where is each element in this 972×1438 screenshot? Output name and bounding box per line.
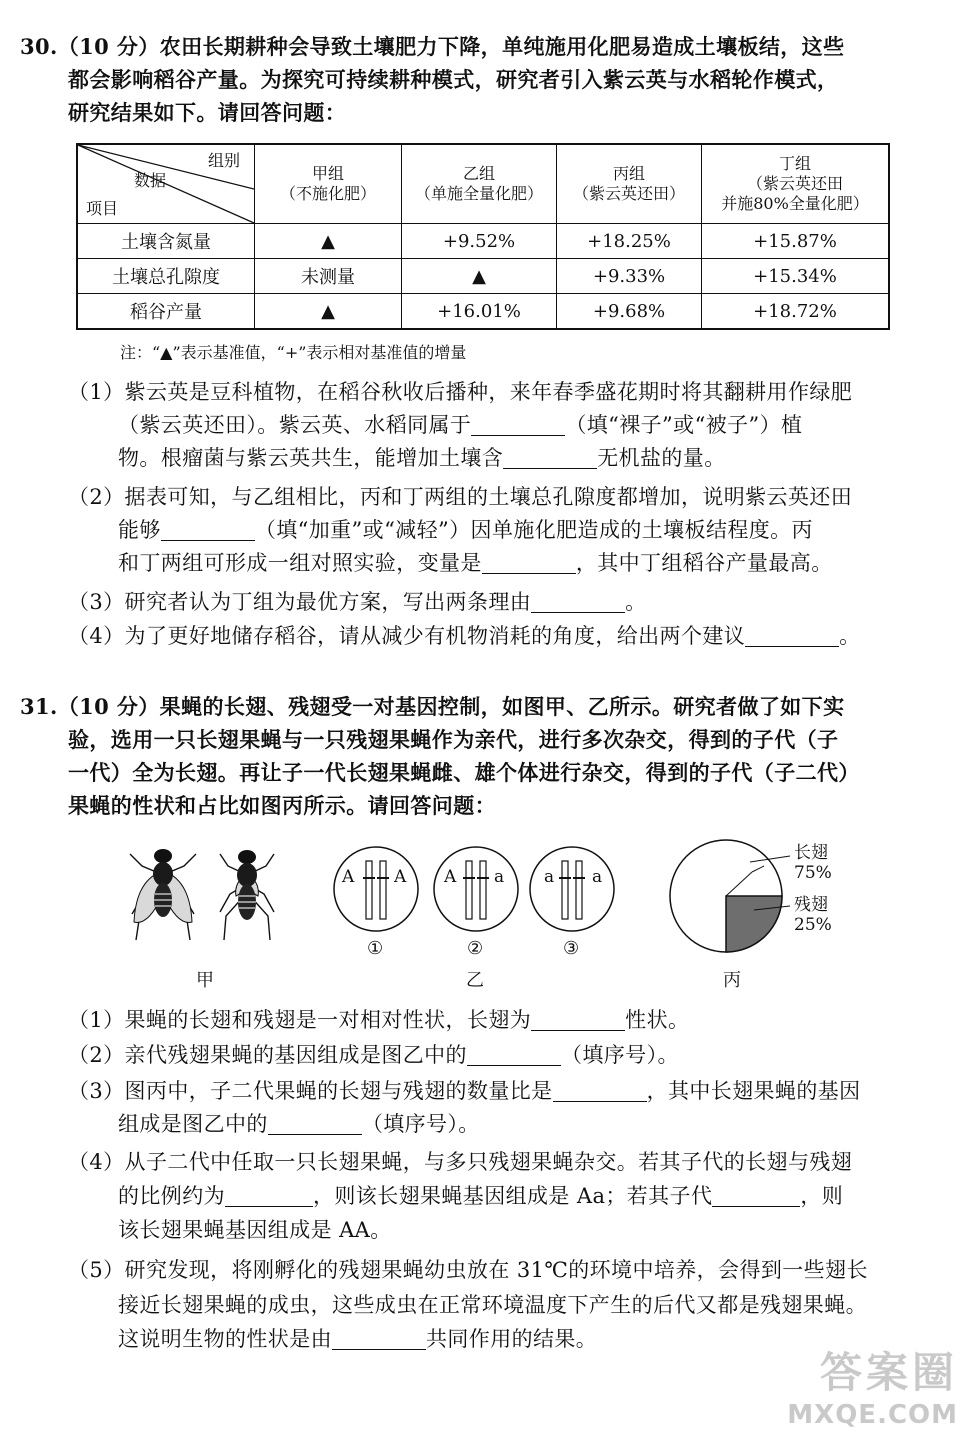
- text-segment: 。: [625, 590, 647, 614]
- answer-blank[interactable]: [225, 1184, 313, 1207]
- chromosome-pair-diagram: [332, 845, 420, 935]
- answer-blank[interactable]: [531, 1008, 625, 1031]
- text-segment: 无机盐的量。: [597, 446, 726, 470]
- q30-part2-line-3: [118, 547, 833, 579]
- text-segment: 性状。: [625, 1008, 690, 1032]
- answer-blank[interactable]: [467, 1043, 561, 1066]
- text-segment: 这说明生物的性状是由: [118, 1327, 332, 1351]
- corner-label-item: 项目: [86, 199, 119, 218]
- q30-part3: [68, 586, 647, 618]
- q30-intro-line-2: 都会影响稻谷产量。为探究可持续耕种模式，研究者引入紫云英与水稻轮作模式，: [68, 67, 839, 92]
- gene-label-right: a: [592, 867, 603, 887]
- q31-part1: [68, 1004, 689, 1036]
- table-row: [77, 294, 889, 330]
- pie-leader-lines: [750, 848, 794, 928]
- text-segment: ，则: [800, 1184, 844, 1208]
- q30-part2-line-2: [118, 514, 813, 546]
- text-segment: （填“裸子”或“被子”）植: [565, 413, 803, 437]
- table-cell: ▲: [255, 224, 402, 259]
- text-segment: 。: [839, 624, 861, 648]
- row-item: 稻谷产量: [77, 294, 255, 330]
- q31-intro-line-4: 果蝇的性状和占比如图丙所示。请回答问题：: [68, 793, 496, 818]
- q31-part4-line-2: [118, 1180, 843, 1212]
- table-cell: +16.01%: [402, 294, 557, 330]
- table-cell: 未测量: [255, 259, 402, 294]
- text-segment: （3）研究者认为丁组为最优方案，写出两条理由: [68, 590, 532, 614]
- text-segment: 物。根瘤菌与紫云英共生，能增加土壤含: [118, 446, 504, 470]
- table-note: 注：“▲”表示基准值，“+”表示相对基准值的增量: [120, 343, 467, 362]
- text-segment: （紫云英还田）。紫云英、水稻同属于: [118, 413, 472, 437]
- table-row: [77, 224, 889, 259]
- header-sub: （紫云英还田: [746, 174, 843, 193]
- answer-blank[interactable]: [471, 413, 565, 436]
- gene-label-left: A: [444, 867, 457, 887]
- q30-part1-line-3: [118, 442, 726, 474]
- q31-part5-line-2: 接近长翅果蝇的成虫，这些成虫在正常环境温度下产生的后代又都是残翅果蝇。: [118, 1293, 867, 1317]
- table-row: [77, 259, 889, 294]
- pie-label-short: [794, 895, 832, 935]
- text-segment: ，其中长翅果蝇的基因: [646, 1079, 861, 1103]
- q31-part5-line-1: （5）研究发现，将刚孵化的残翅果蝇幼虫放在 31℃的环境中培养，会得到一些翅长: [68, 1258, 868, 1282]
- q30-part4: [68, 620, 861, 652]
- cell-number: ②: [467, 938, 484, 959]
- header-name: 甲组: [311, 164, 344, 183]
- chromosome-pair-diagram: [528, 845, 616, 935]
- answer-blank[interactable]: [268, 1112, 362, 1135]
- figure-jia-label: 甲: [196, 970, 214, 991]
- cell-2: [432, 845, 520, 959]
- table-cell: +9.33%: [557, 259, 702, 294]
- header-group-yi: [402, 144, 557, 224]
- text-segment: 的比例约为: [118, 1184, 225, 1208]
- q31-intro-line-2: 验，选用一只长翅果蝇与一只残翅果蝇作为亲代，进行多次杂交，得到的子代（子: [68, 727, 839, 752]
- text-segment: 能够: [118, 518, 161, 542]
- text-segment: （1）果蝇的长翅和残翅是一对相对性状，长翅为: [68, 1008, 532, 1032]
- answer-blank[interactable]: [712, 1184, 800, 1207]
- q31-intro-line-3: 一代）全为长翅。再让子一代长翅果蝇雌、雄个体进行杂交，得到的子代（子二代）: [68, 760, 860, 785]
- site-watermark: [787, 1340, 958, 1430]
- text-segment: （填序号）。: [560, 1043, 679, 1067]
- cell-number: ①: [367, 938, 384, 959]
- answer-blank[interactable]: [531, 590, 625, 613]
- header-sub: （不施化肥）: [279, 184, 376, 203]
- cell-1: [332, 845, 420, 959]
- table-cell: +15.87%: [702, 224, 890, 259]
- row-item: 土壤总孔隙度: [77, 259, 255, 294]
- header-group-bing: [557, 144, 702, 224]
- table-header-row: [77, 144, 889, 224]
- gene-label-left: a: [544, 867, 555, 887]
- answer-blank[interactable]: [503, 446, 597, 469]
- q31-part3-line-2: [118, 1108, 480, 1140]
- vestigial-wing-fly-icon: [214, 846, 280, 942]
- q31-part3-line-1: [68, 1075, 861, 1107]
- header-name: 乙组: [462, 164, 495, 183]
- header-group-ding: [702, 144, 890, 224]
- table-cell: +9.68%: [557, 294, 702, 330]
- pie-label-short-pct: 25%: [794, 915, 832, 935]
- text-segment: （3）图丙中，子二代果蝇的长翅与残翅的数量比是: [68, 1079, 553, 1103]
- long-wing-fly-icon: [122, 844, 204, 944]
- cell-3: [528, 845, 616, 959]
- pie-label-long: [794, 843, 832, 883]
- cell-number: ③: [563, 938, 580, 959]
- header-sub-2: 并施80%全量化肥）: [721, 194, 869, 213]
- q31-part4-line-1: （4）从子二代中任取一只长翅果蝇，与多只残翅果蝇杂交。若其子代的长翅与残翅: [68, 1150, 853, 1174]
- figure-yi-label: 乙: [466, 970, 484, 991]
- watermark-bottom: MXQE.COM: [787, 1400, 958, 1430]
- q30-part2-line-1: （2）据表可知，与乙组相比，丙和丁两组的土壤总孔隙度都增加，说明紫云英还田: [68, 485, 853, 509]
- pie-label-long-name: 长翅: [794, 843, 828, 863]
- table-cell: +9.52%: [402, 224, 557, 259]
- gene-label-left: A: [342, 867, 355, 887]
- table-cell: +15.34%: [702, 259, 890, 294]
- q31-intro-line-1: 31.（10 分）果蝇的长翅、残翅受一对基因控制，如图甲、乙所示。研究者做了如下实: [20, 694, 845, 719]
- q30-intro-line-1: 30.（10 分）农田长期耕种会导致土壤肥力下降，单纯施用化肥易造成土壤板结，这些: [20, 34, 845, 59]
- text-segment: ，其中丁组稻谷产量最高。: [575, 551, 833, 575]
- pie-label-long-pct: 75%: [794, 863, 832, 883]
- q31-part2: [68, 1039, 679, 1071]
- figure-bing-label: 丙: [723, 970, 741, 991]
- answer-blank[interactable]: [745, 624, 839, 647]
- corner-label-data: 数据: [134, 171, 167, 190]
- text-segment: 和丁两组可形成一组对照实验，变量是: [118, 551, 482, 575]
- text-segment: 共同作用的结果。: [426, 1327, 598, 1351]
- table-cell: +18.25%: [557, 224, 702, 259]
- header-sub: （单施全量化肥）: [414, 184, 543, 203]
- answer-blank[interactable]: [482, 551, 576, 574]
- table-corner-cell: [77, 144, 255, 224]
- text-segment: （4）为了更好地储存稻谷，请从减少有机物消耗的角度，给出两个建议: [68, 624, 746, 648]
- gene-label-right: a: [494, 867, 505, 887]
- header-group-jia: [255, 144, 402, 224]
- watermark-top: 答案圈: [819, 1348, 958, 1397]
- q30-part1-line-1: （1）紫云英是豆科植物，在稻谷秋收后播种，来年春季盛花期时将其翻耕用作绿肥: [68, 380, 853, 404]
- gene-label-right: A: [394, 867, 407, 887]
- row-item: 土壤含氮量: [77, 224, 255, 259]
- header-name: 丁组: [778, 154, 811, 173]
- pie-label-short-name: 残翅: [794, 895, 828, 915]
- answer-blank[interactable]: [332, 1327, 426, 1350]
- corner-label-group: 组别: [207, 151, 240, 170]
- text-segment: （2）亲代残翅果蝇的基因组成是图乙中的: [68, 1043, 467, 1067]
- table-cell: ▲: [402, 259, 557, 294]
- q30-part1-line-2: [118, 409, 802, 441]
- table-cell: +18.72%: [702, 294, 890, 330]
- q30-intro-line-3: 研究结果如下。请回答问题：: [68, 100, 347, 125]
- q31-part5-line-3: [118, 1323, 597, 1355]
- answer-blank[interactable]: [553, 1079, 647, 1102]
- text-segment: 组成是图乙中的: [118, 1112, 268, 1136]
- text-segment: ，则该长翅果蝇基因组成是 Aa；若其子代: [313, 1184, 713, 1208]
- header-name: 丙组: [612, 164, 645, 183]
- text-segment: （填“加重”或“减轻”）因单施化肥造成的土壤板结程度。丙: [254, 518, 813, 542]
- header-sub: （紫云英还田）: [572, 184, 685, 203]
- results-table: [76, 143, 890, 330]
- answer-blank[interactable]: [161, 518, 255, 541]
- q31-part4-line-3: 该长翅果蝇基因组成是 AA。: [118, 1218, 392, 1242]
- table-cell: ▲: [255, 294, 402, 330]
- text-segment: （填序号）。: [361, 1112, 480, 1136]
- chromosome-pair-diagram: [432, 845, 520, 935]
